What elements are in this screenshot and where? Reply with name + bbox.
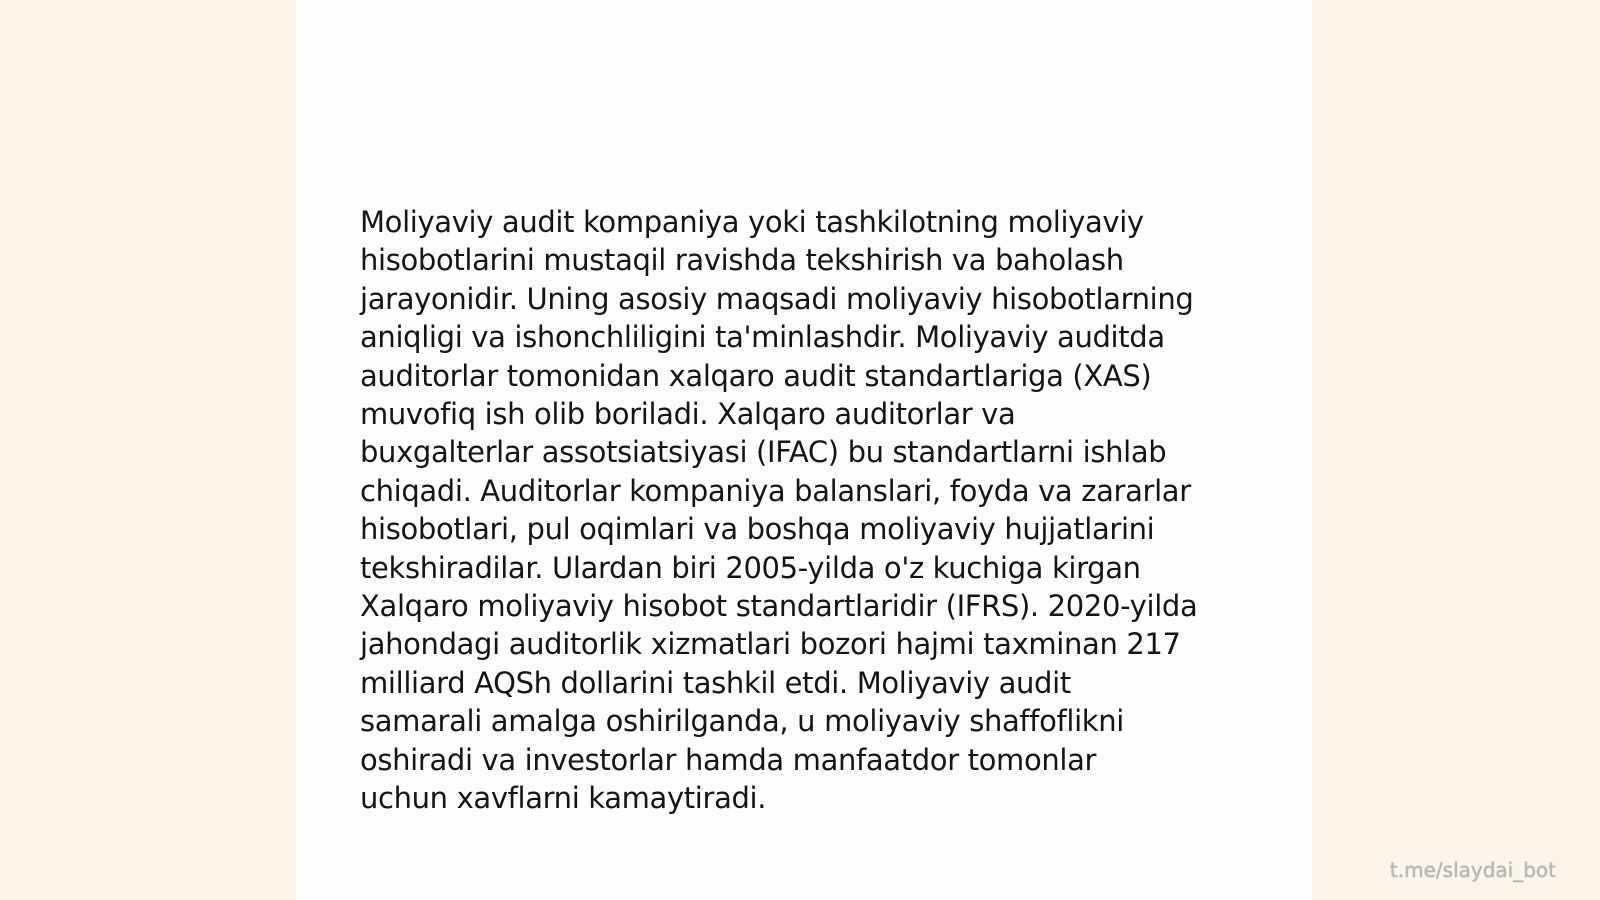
- right-background: [1312, 0, 1600, 900]
- slide-body-text: Moliyaviy audit kompaniya yoki tashkilotning moliyaviy hisobotlarini mustaqil ravishda tekshirish va baholash jarayonidir. Uning asosiy maqsadi moliyaviy hisobotlarning aniqligi va ishonchliligini ta'minlashdir. Moliyaviy auditda auditorlar tomonidan xalqaro audit standartlariga (XAS) muvofiq ish olib boriladi. Xalqaro auditorlar va buxgalterlar assotsiatsiyasi (IFAC) bu standartlarni ishlab chiqadi. Auditorlar kompaniya balanslari, foyda va zararlar hisobotlari, pul oqimlari va boshqa moliyaviy hujjatlarini tekshiradilar. Ulardan biri 2005-yilda o'z kuchiga kirgan Xalqaro moliyaviy hisobot standartlaridir (IFRS). 2020-yilda jahondagi auditorlik xizmatlari bozori hajmi taxminan 217 milliard AQSh dollarini tashkil etdi. Moliyaviy audit samarali amalga oshirilganda, u moliyaviy shaffoflikni oshiradi va investorlar hamda manfaatdor tomonlar uchun xavflarni kamaytiradi.: [360, 205, 1198, 816]
- slide-panel: [296, 0, 1312, 900]
- watermark-text: t.me/slaydai_bot: [1389, 858, 1556, 882]
- left-background: [0, 0, 296, 900]
